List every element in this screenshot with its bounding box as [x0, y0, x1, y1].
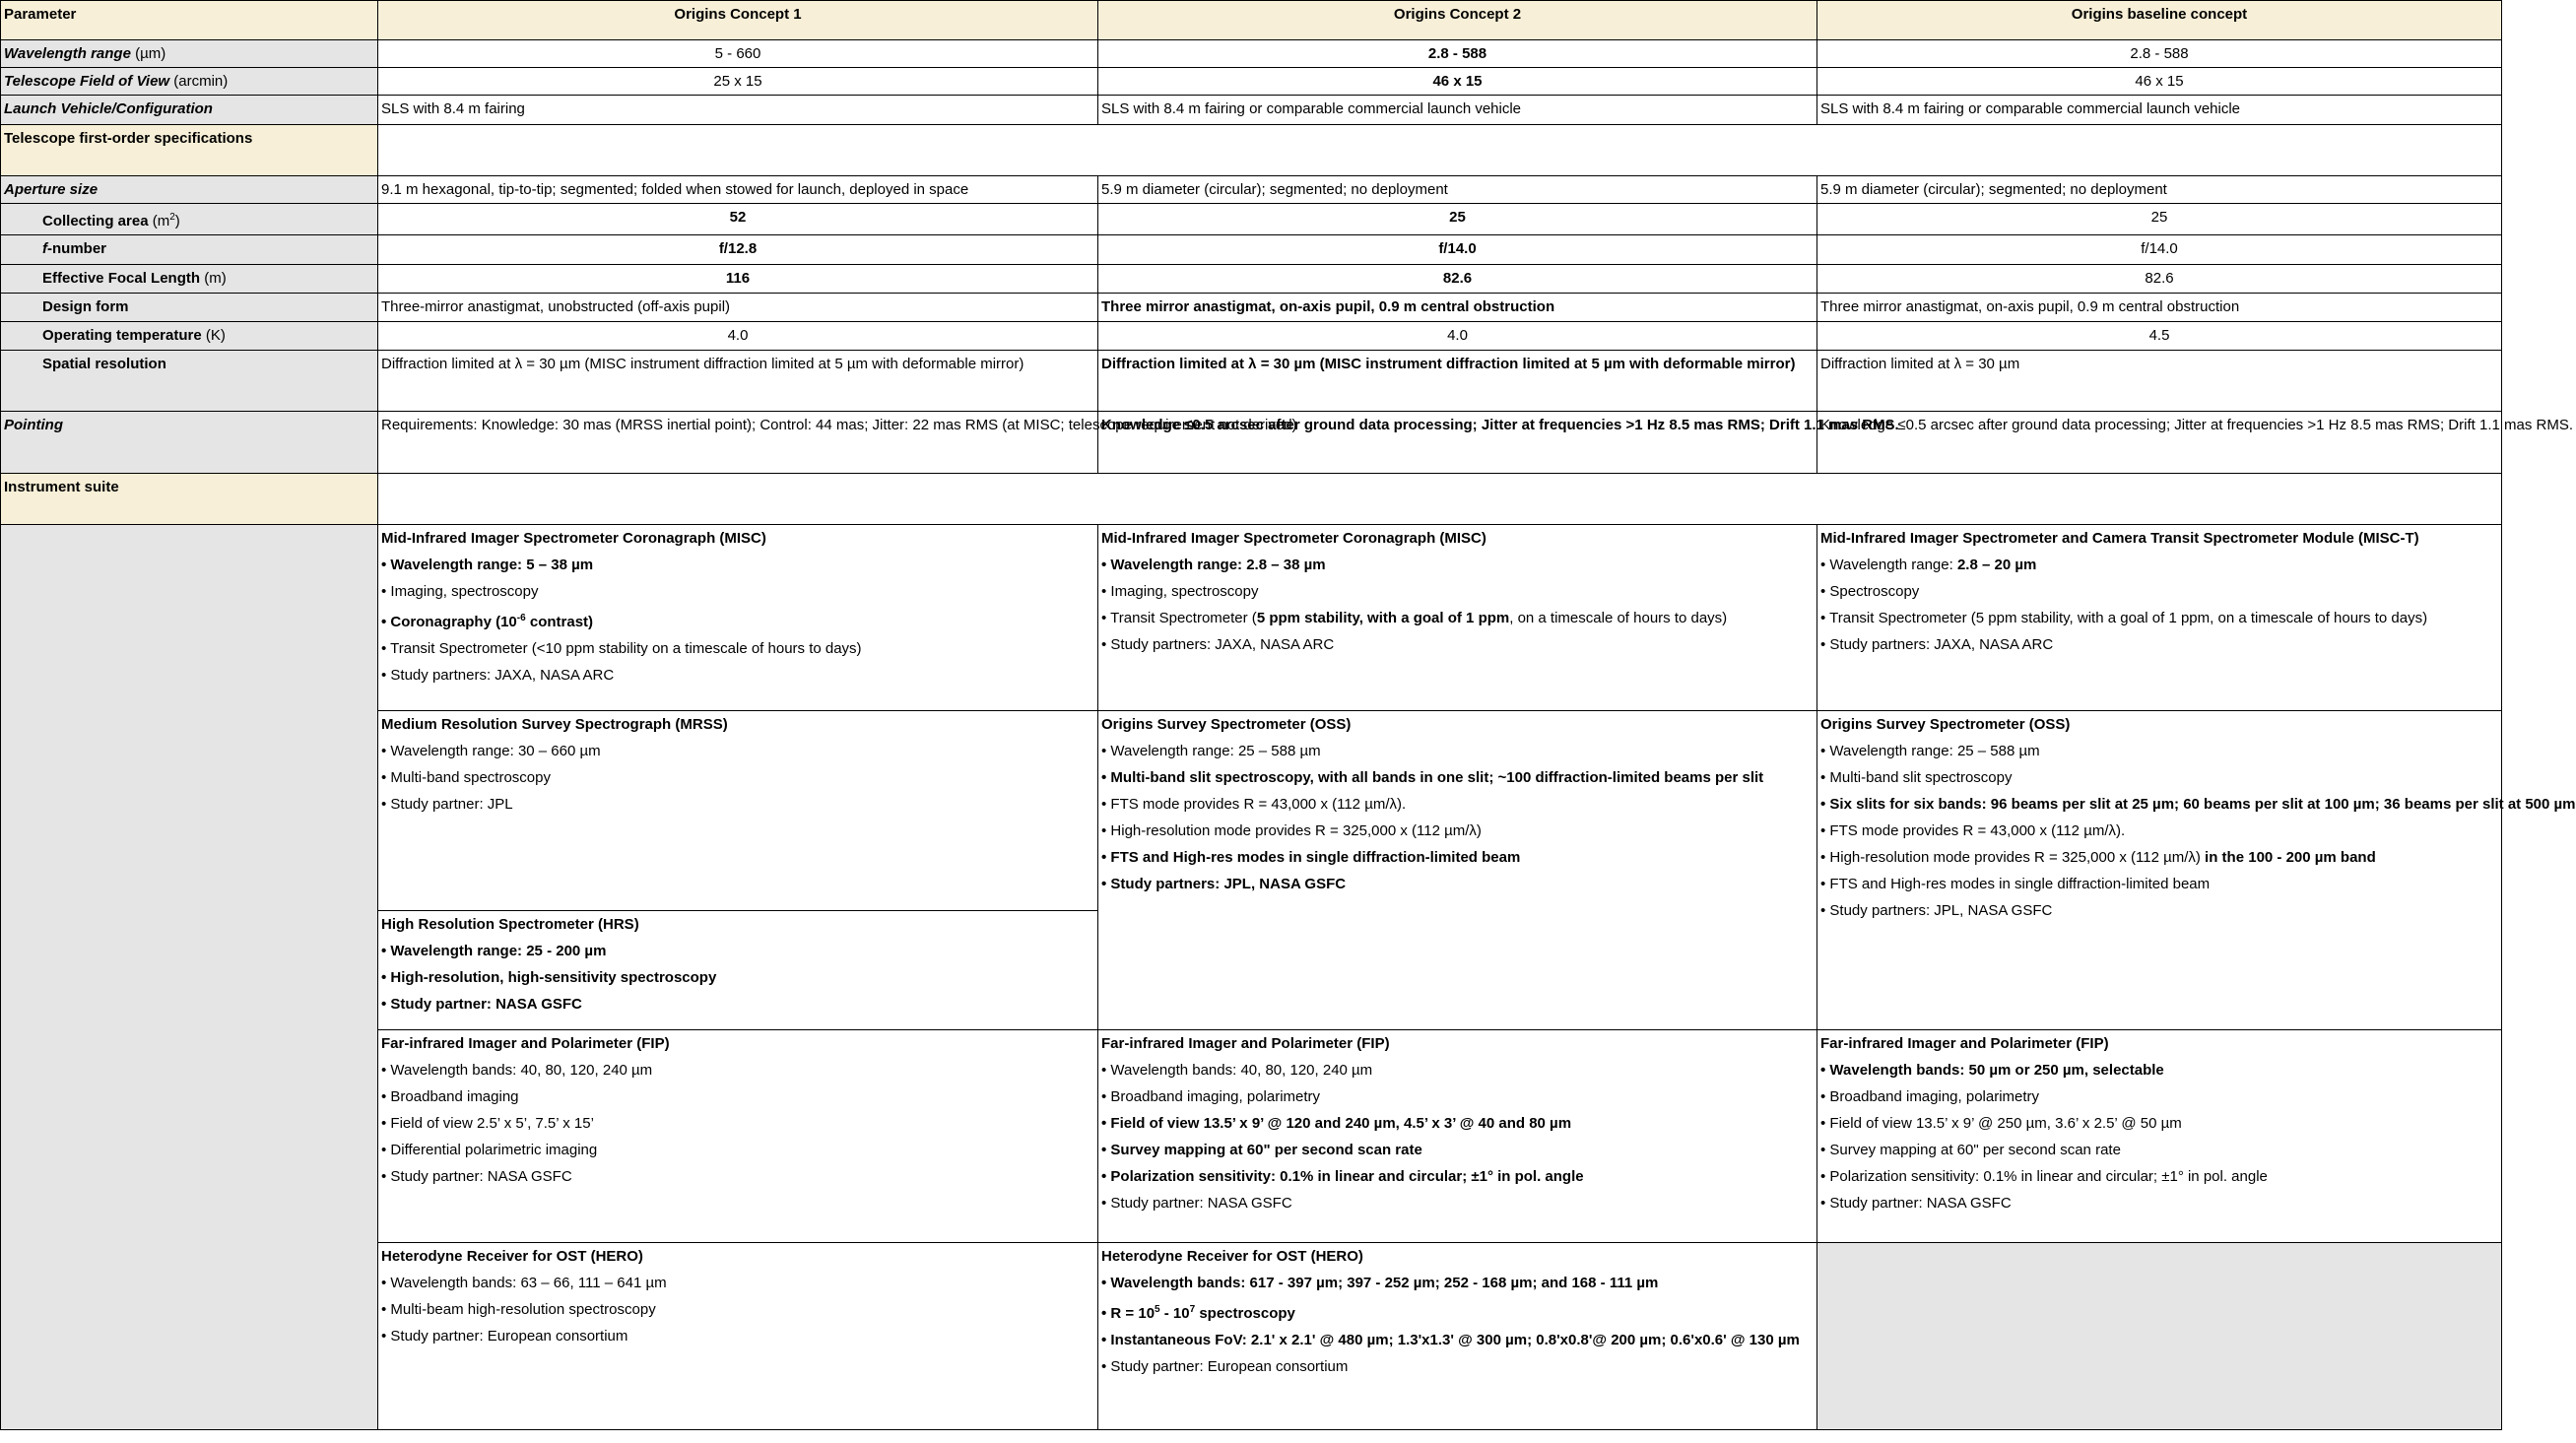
hero-c2-line: • Wavelength bands: 617 - 397 µm; 397 - 252 µm; 252 - 168 µm; and 168 - 111 µm: [1101, 1275, 1659, 1291]
hero-c3-empty: [1817, 1243, 2502, 1430]
label-collecting-close: ): [174, 213, 180, 230]
hero-c2-line: • Instantaneous FoV: 2.1' x 2.1' @ 480 µm; 1.3'x1.3' @ 300 µm; 0.8'x0.8'@ 200 µm; 0.6'x0.6' @ 130 µm: [1101, 1332, 1800, 1348]
fip-c1-line: • Study partner: NASA GSFC: [381, 1168, 572, 1185]
efl-c2: 82.6: [1098, 265, 1817, 294]
spatial-c3: Diffraction limited at λ = 30 µm: [1817, 351, 2502, 412]
oss-c2-line: • Wavelength range: 25 – 588 µm: [1101, 743, 1321, 759]
fov-c1: 25 x 15: [378, 68, 1098, 96]
oss-c3-line: • FTS mode provides R = 43,000 x (112 µm/λ).: [1820, 822, 2126, 839]
oss-c3-line: • Six slits for six bands: 96 beams per slit at 25 µm; 60 beams per slit at 100 µm; 36 beams per slit at 500 µm: [1820, 796, 2576, 813]
fip-c1-line: • Broadband imaging: [381, 1088, 519, 1105]
row-aperture: [1, 176, 2502, 204]
hero-c2-r-a: • R = 10: [1101, 1305, 1156, 1322]
collecting-c3: 25: [1817, 204, 2502, 235]
design-c3: Three mirror anastigmat, on-axis pupil, 0.9 m central obstruction: [1817, 294, 2502, 322]
pointing-c3: Knowledge ≤0.5 arcsec after ground data processing; Jitter at frequencies >1 Hz 8.5 mas RMS; Drift 1.1 mas RMS.: [1817, 412, 2502, 474]
spatial-c2: Diffraction limited at λ = 30 µm (MISC instrument diffraction limited at 5 µm with deformable mirror): [1098, 351, 1817, 412]
misc-c2-line: • Imaging, spectroscopy: [1101, 583, 1259, 600]
misc-c3: [1817, 525, 2502, 711]
label-fnumber-italic: f: [42, 240, 47, 257]
hero-c1-line: • Study partner: European consortium: [381, 1328, 628, 1345]
row-design: [1, 294, 2502, 322]
hero-c1-line: • Multi-beam high-resolution spectroscopy: [381, 1301, 656, 1318]
fip-c1-line: • Wavelength bands: 40, 80, 120, 240 µm: [381, 1062, 653, 1079]
wavelength-c2: 2.8 - 588: [1098, 40, 1817, 68]
fip-c2-line: • Study partner: NASA GSFC: [1101, 1195, 1292, 1212]
fip-c3-line: • Polarization sensitivity: 0.1% in linear and circular; ±1° in pol. angle: [1820, 1168, 2268, 1185]
wavelength-c1: 5 - 660: [378, 40, 1098, 68]
fip-c3: [1817, 1030, 2502, 1243]
label-optemp: [1, 322, 378, 351]
oss-c3-line: • Multi-band slit spectroscopy: [1820, 769, 2013, 786]
wavelength-c3: 2.8 - 588: [1817, 40, 2502, 68]
hero-c2-line: [1101, 1296, 1814, 1327]
label-optemp-text: Operating temperature: [42, 327, 202, 344]
fip-c3-line: • Study partner: NASA GSFC: [1820, 1195, 2012, 1212]
section-instrument: Instrument suite: [1, 474, 378, 525]
row-collecting: [1, 204, 2502, 235]
aperture-c3: 5.9 m diameter (circular); segmented; no deployment: [1817, 176, 2502, 204]
mrss-line: • Wavelength range: 30 – 660 µm: [381, 743, 601, 759]
label-collecting-sup: 2: [169, 212, 175, 223]
oss-c2-line: • FTS and High-res modes in single diffraction-limited beam: [1101, 849, 1521, 866]
header-baseline: Origins baseline concept: [1817, 1, 2502, 40]
collecting-c2: 25: [1098, 204, 1817, 235]
fip-c1: [378, 1030, 1098, 1243]
label-efl-unit: (m): [200, 270, 227, 287]
fip-c3-title: Far-infrared Imager and Polarimeter (FIP): [1820, 1035, 2109, 1052]
hero-c1-title: Heterodyne Receiver for OST (HERO): [381, 1248, 643, 1265]
hero-c2-r-sup2: 7: [1189, 1304, 1196, 1315]
oss-c3-line: • Wavelength range: 25 – 588 µm: [1820, 743, 2040, 759]
label-pointing-text: Pointing: [4, 417, 63, 433]
misc-c1-coronagraphy: • Coronagraphy (10: [381, 614, 517, 630]
launch-c1: SLS with 8.4 m fairing: [378, 96, 1098, 125]
label-aperture-text: Aperture size: [4, 181, 99, 198]
misc-c3-line: • Study partners: JAXA, NASA ARC: [1820, 636, 2054, 653]
efl-c3: 82.6: [1817, 265, 2502, 294]
section-telescope-blank: [378, 125, 2502, 176]
label-efl-text: Effective Focal Length: [42, 270, 201, 287]
fip-c2-line: • Polarization sensitivity: 0.1% in linear and circular; ±1° in pol. angle: [1101, 1168, 1584, 1185]
label-fnumber: [1, 235, 378, 265]
oss-c2-line: • Multi-band slit spectroscopy, with all bands in one slit; ~100 diffraction-limited beams per slit: [1101, 769, 1764, 786]
misc-c2-line: [1101, 605, 1814, 631]
oss-c2-line: • Study partners: JPL, NASA GSFC: [1101, 876, 1347, 892]
row-section-telescope: [1, 125, 2502, 176]
fip-c2-title: Far-infrared Imager and Polarimeter (FIP): [1101, 1035, 1390, 1052]
misc-c1-line: • Transit Spectrometer (<10 ppm stability on a timescale of hours to days): [381, 640, 862, 657]
misc-c3-line: • Spectroscopy: [1820, 583, 1920, 600]
label-pointing: [1, 412, 378, 474]
mrss-title: Medium Resolution Survey Spectrograph (MRSS): [381, 716, 728, 733]
fip-c3-line: • Survey mapping at 60" per second scan rate: [1820, 1142, 2121, 1158]
misc-c1-line: • Imaging, spectroscopy: [381, 583, 539, 600]
row-wavelength: [1, 40, 2502, 68]
oss-c3-line: [1820, 844, 2498, 871]
label-launch: [1, 96, 378, 125]
oss-c2-line: • High-resolution mode provides R = 325,000 x (112 µm/λ): [1101, 822, 1482, 839]
label-collecting-text: Collecting area: [42, 213, 149, 230]
efl-c1: 116: [378, 265, 1098, 294]
oss-c3: [1817, 711, 2576, 1030]
hrs-line: • Wavelength range: 25 - 200 µm: [381, 943, 607, 959]
section-telescope: Telescope first-order specifications: [1, 125, 378, 176]
hero-c2: [1098, 1243, 1817, 1430]
misc-c1-coronagraphy-contrast: contrast): [525, 614, 594, 630]
misc-c1-title: Mid-Infrared Imager Spectrometer Coronagraph (MISC): [381, 530, 766, 547]
header-parameter: Parameter: [1, 1, 378, 40]
row-section-instrument: [1, 474, 2502, 525]
misc-c1-coronagraphy-sup: -6: [516, 613, 526, 623]
misc-c1: [378, 525, 1098, 711]
hero-c2-line: • Study partner: European consortium: [1101, 1358, 1349, 1375]
fip-c1-title: Far-infrared Imager and Polarimeter (FIP): [381, 1035, 670, 1052]
design-c2: Three mirror anastigmat, on-axis pupil, 0.9 m central obstruction: [1098, 294, 1817, 322]
hrs-c1: [378, 911, 1098, 1030]
optemp-c2: 4.0: [1098, 322, 1817, 351]
row-fov: [1, 68, 2502, 96]
header-concept-1: Origins Concept 1: [378, 1, 1098, 40]
misc-c2-line: • Wavelength range: 2.8 – 38 µm: [1101, 557, 1326, 573]
aperture-c2: 5.9 m diameter (circular); segmented; no deployment: [1098, 176, 1817, 204]
label-efl: [1, 265, 378, 294]
optemp-c1: 4.0: [378, 322, 1098, 351]
oss-c3-line: • FTS and High-res modes in single diffraction-limited beam: [1820, 876, 2211, 892]
label-wavelength-unit: (µm): [130, 45, 166, 62]
aperture-c1: 9.1 m hexagonal, tip-to-tip; segmented; folded when stowed for launch, deployed in space: [378, 176, 1098, 204]
fip-c3-line: • Field of view 13.5’ x 9’ @ 250 µm, 3.6’ x 2.5’ @ 50 µm: [1820, 1115, 2182, 1132]
label-collecting-unit: (m: [148, 213, 170, 230]
oss-c2-title: Origins Survey Spectrometer (OSS): [1101, 716, 1352, 733]
fnumber-c1: f/12.8: [378, 235, 1098, 265]
misc-c3-line: [1820, 552, 2498, 578]
spatial-c1: Diffraction limited at λ = 30 µm (MISC instrument diffraction limited at 5 µm with deformable mirror): [378, 351, 1098, 412]
misc-c2-transit-a: • Transit Spectrometer (: [1101, 610, 1257, 626]
mrss-line: • Multi-band spectroscopy: [381, 769, 551, 786]
oss-c3-highres-b: in the 100 - 200 µm band: [2200, 849, 2376, 866]
fip-c2-line: • Field of view 13.5’ x 9’ @ 120 and 240 µm, 4.5’ x 3’ @ 40 and 80 µm: [1101, 1115, 1572, 1132]
fip-c1-line: • Field of view 2.5’ x 5’, 7.5’ x 15’: [381, 1115, 594, 1132]
launch-c3: SLS with 8.4 m fairing or comparable commercial launch vehicle: [1817, 96, 2502, 125]
oss-c3-line: • Study partners: JPL, NASA GSFC: [1820, 902, 2053, 919]
row-spatial: [1, 351, 2502, 412]
misc-c3-title: Mid-Infrared Imager Spectrometer and Camera Transit Spectrometer Module (MISC-T): [1820, 530, 2419, 547]
label-spatial: Spatial resolution: [1, 351, 378, 412]
misc-c2-line: • Study partners: JAXA, NASA ARC: [1101, 636, 1335, 653]
misc-c2: [1098, 525, 1817, 711]
label-fov-unit: (arcmin): [169, 73, 229, 90]
oss-c3-title: Origins Survey Spectrometer (OSS): [1820, 716, 2071, 733]
label-wavelength: [1, 40, 378, 68]
misc-c1-line: • Study partners: JAXA, NASA ARC: [381, 667, 615, 684]
fov-c2: 46 x 15: [1098, 68, 1817, 96]
row-launch: [1, 96, 2502, 125]
row-misc: [1, 525, 2502, 711]
label-fnumber-text: -number: [47, 240, 106, 257]
label-optemp-unit: (K): [201, 327, 226, 344]
optemp-c3: 4.5: [1817, 322, 2502, 351]
hero-c2-r-c: spectroscopy: [1195, 1305, 1295, 1322]
hrs-title: High Resolution Spectrometer (HRS): [381, 916, 639, 933]
section-instrument-blank: [378, 474, 2502, 525]
label-wavelength-text: Wavelength range: [4, 45, 131, 62]
collecting-c1: 52: [378, 204, 1098, 235]
mrss-c1: [378, 711, 1098, 911]
hero-c1: [378, 1243, 1098, 1430]
misc-c2-transit-b: 5 ppm stability, with a goal of 1 ppm: [1256, 610, 1510, 626]
hero-c2-r-sup1: 5: [1155, 1304, 1160, 1315]
misc-c2-title: Mid-Infrared Imager Spectrometer Coronagraph (MISC): [1101, 530, 1486, 547]
hrs-line: • High-resolution, high-sensitivity spectroscopy: [381, 969, 717, 986]
hero-c1-line: • Wavelength bands: 63 – 66, 111 – 641 µm: [381, 1275, 667, 1291]
fip-c2-line: • Broadband imaging, polarimetry: [1101, 1088, 1321, 1105]
row-optemp: [1, 322, 2502, 351]
misc-c2-transit-c: , on a timescale of hours to days): [1509, 610, 1728, 626]
header-row: [1, 1, 2502, 40]
design-c1: Three-mirror anastigmat, unobstructed (off-axis pupil): [378, 294, 1098, 322]
row-pointing: [1, 412, 2502, 474]
hrs-line: • Study partner: NASA GSFC: [381, 996, 582, 1013]
misc-c1-line: [381, 605, 1094, 635]
header-concept-2: Origins Concept 2: [1098, 1, 1817, 40]
fov-c3: 46 x 15: [1817, 68, 2502, 96]
label-fov: [1, 68, 378, 96]
fip-c2-line: • Wavelength bands: 40, 80, 120, 240 µm: [1101, 1062, 1373, 1079]
hero-c2-title: Heterodyne Receiver for OST (HERO): [1101, 1248, 1363, 1265]
mrss-line: • Study partner: JPL: [381, 796, 513, 813]
fnumber-c3: f/14.0: [1817, 235, 2502, 265]
label-collecting: [1, 204, 378, 235]
fip-c3-line: • Broadband imaging, polarimetry: [1820, 1088, 2040, 1105]
oss-c2-line: • FTS mode provides R = 43,000 x (112 µm/λ).: [1101, 796, 1407, 813]
row-efl: [1, 265, 2502, 294]
fip-c1-line: • Differential polarimetric imaging: [381, 1142, 598, 1158]
oss-c3-highres-a: • High-resolution mode provides R = 325,000 x (112 µm/λ): [1820, 849, 2201, 866]
pointing-c1: Requirements: Knowledge: 30 mas (MRSS inertial point); Control: 44 mas; Jitter: 22 mas RMS (at MISC; telescope requirement not derived): [378, 412, 1098, 474]
misc-c3-wavelength-b: 2.8 – 20 µm: [1956, 557, 2037, 573]
row-fnumber: [1, 235, 2502, 265]
fnumber-c2: f/14.0: [1098, 235, 1817, 265]
oss-c2: [1098, 711, 1817, 1030]
fip-c3-line: • Wavelength bands: 50 µm or 250 µm, selectable: [1820, 1062, 2164, 1079]
label-aperture: [1, 176, 378, 204]
instrument-label-blank: [1, 525, 378, 1430]
fip-c2: [1098, 1030, 1817, 1243]
label-fov-text: Telescope Field of View: [4, 73, 170, 90]
pointing-c2: Knowledge ≤0.5 arcsec after ground data processing; Jitter at frequencies >1 Hz 8.5 mas RMS; Drift 1.1 mas RMS.: [1098, 412, 1817, 474]
label-design: Design form: [1, 294, 378, 322]
launch-c2: SLS with 8.4 m fairing or comparable commercial launch vehicle: [1098, 96, 1817, 125]
misc-c1-line: • Wavelength range: 5 – 38 µm: [381, 557, 594, 573]
fip-c2-line: • Survey mapping at 60" per second scan rate: [1101, 1142, 1422, 1158]
label-launch-text: Launch Vehicle/Configuration: [4, 100, 213, 117]
misc-c3-line: • Transit Spectrometer (5 ppm stability, with a goal of 1 ppm, on a timescale of hours to days): [1820, 610, 2428, 626]
hero-c2-r-b: - 10: [1159, 1305, 1190, 1322]
misc-c3-wavelength-a: • Wavelength range:: [1820, 557, 1957, 573]
